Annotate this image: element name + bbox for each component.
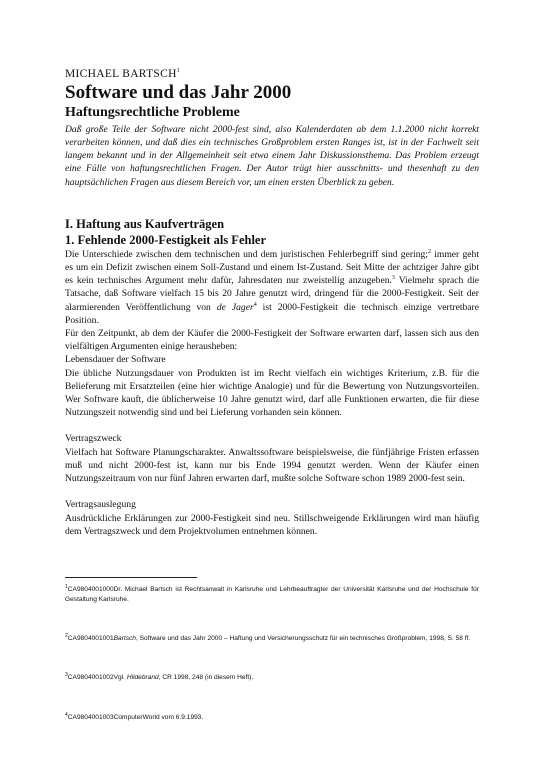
paragraph-1-author-ref: de Jager — [216, 301, 254, 313]
footnote-number: 1 — [65, 584, 68, 590]
footnote-divider — [65, 577, 197, 578]
label-vertragszweck: Vertragszweck — [65, 433, 122, 445]
body-text — [65, 248, 479, 538]
paragraph-1-part-a: Die Unterschiede zwischen dem technischen und dem juristischen Fehlerbegriff sind gering; — [65, 248, 428, 260]
footnotes — [65, 577, 479, 749]
subsection-heading: 1. Fehlende 2000-Festigkeit als Fehler — [65, 232, 267, 247]
section-heading: I. Haftung aus Kaufverträgen — [65, 216, 225, 231]
paragraph-3: Die übliche Nutzungsdauer von Produkten ist im Recht vielfach ein wichtiges Kriterium, z.B. für die Belieferung mit Ersatzteilen (eine hier wichtige Analogie) und für die Bewertung von Nutzungsvorteilen. Wer Software kauft, die üblicherweise 10 Jahre genutzt wird, darf alle Funktionen erwarten, die für diese Nutzungszeit notwendig sind und bei Lieferung vorhanden sein können. — [65, 367, 479, 419]
article-subtitle: Haftungsrechtliche Probleme — [65, 104, 240, 120]
paragraph-1 — [65, 248, 479, 327]
label-lebensdauer: Lebensdauer der Software — [65, 354, 166, 366]
footnote-text: , CR 1998, 248 (in diesem Heft). — [158, 674, 254, 682]
footnote-1 — [65, 582, 479, 605]
footnote-text: , Software und das Jahr 2000 – Haftung und Versicherungsschutz für ein technisches Großproblem, 1998, S. 58 ff. — [135, 635, 471, 643]
footnote-text: CA9804001001 — [67, 635, 114, 643]
footnote-author: Hildebrand — [126, 674, 159, 682]
footnote-4 — [65, 710, 479, 723]
paragraph-2: Für den Zeitpunkt, ab dem der Käufer die 2000-Festigkeit der Software erwarten darf, lassen sich aus den vielfältigen Argumenten einige herausheben: — [65, 328, 479, 353]
document-page — [65, 64, 479, 538]
footnote-text: CA9804001002Vgl. — [67, 674, 127, 682]
author-line — [65, 64, 479, 81]
paragraph-gap — [65, 419, 479, 432]
footnote-number: 4 — [65, 711, 68, 718]
footnote-ref-2: 2 — [427, 248, 431, 255]
footnote-2 — [65, 631, 479, 644]
footnote-number: 3 — [65, 672, 68, 679]
author-name: MICHAEL BARTSCH — [65, 67, 177, 80]
footnote-ref-3: 3 — [391, 275, 395, 282]
footnote-author: Bartsch — [113, 635, 136, 643]
article-title: Software und das Jahr 2000 — [65, 81, 292, 103]
footnote-3 — [65, 670, 479, 683]
paragraph-4: Vielfach hat Software Planungscharakter. Anwaltssoftware beispielsweise, die fünfjährige Fristen erfassen muß und nicht 2000-fest ist, kann nur bis Ende 1994 genutzt werden. Wenn der Käufer einen Nutzungszeitraum von nur fünf Jahren erwarten darf, mußte solche Software schon 1989 2000-fest sein. — [65, 446, 479, 485]
footnote-number: 2 — [65, 633, 68, 640]
paragraph-1-part-c: Vielmehr sprach die Tatsache, daß Software vielfach 15 bis 20 Jahre genutzt wird, dringend für die 2000-Festigkeit. Seit der alarmierenden Veröffentlichung von — [65, 275, 479, 313]
author-footnote-mark: 1 — [176, 68, 180, 74]
paragraph-gap — [65, 485, 479, 498]
abstract: Daß große Teile der Software nicht 2000-fest sind, also Kalenderdaten ab dem 1.1.2000 nicht korrekt verarbeiten können, und daß dies ein technisches Großproblem ersten Ranges ist, ist in der Fachwelt seit langem bekannt und in der Allgemeinheit seit etwa einem Jahr Diskussionsthema. Das Problem erzeugt eine Fülle von haftungsrechtlichen Fragen. Der Autor trägt hier ausschnitts- und thesenhaft zu den hauptsächlichen Fragen aus diesem Bereich vor, um einen ersten Überblick zu geben. — [65, 123, 479, 188]
footnote-text: CA9804001000Dr. Michael Bartsch ist Rechtsanwalt in Karlsruhe und Lehrbeauftragter der Universität Karlsruhe und der Hochschule für Gestaltung Karlsruhe. — [65, 586, 479, 604]
paragraph-5: Ausdrückliche Erklärungen zur 2000-Festigkeit sind neu. Stillschweigende Erklärungen wird man häufig dem Vertragszweck und dem Projektvolumen entnehmen können. — [65, 512, 479, 537]
footnote-text: CA9804001003ComputerWorld vom 6.9.1993. — [67, 713, 204, 721]
paragraph-1-part-d: ist 2000-Festigkeit die technisch einzige vertretbare Position. — [65, 301, 479, 326]
footnote-ref-4: 4 — [253, 301, 257, 308]
label-vertragsauslegung: Vertragsauslegung — [65, 499, 136, 511]
paragraph-1-part-b: immer geht es um ein Defizit zwischen einem Soll-Zustand und einem Ist-Zustand. Seit Mitte der achtziger Jahre gibt es kein technisches Argument mehr dafür, Jahresdaten nur zweistellig anzugeben. — [65, 248, 479, 287]
